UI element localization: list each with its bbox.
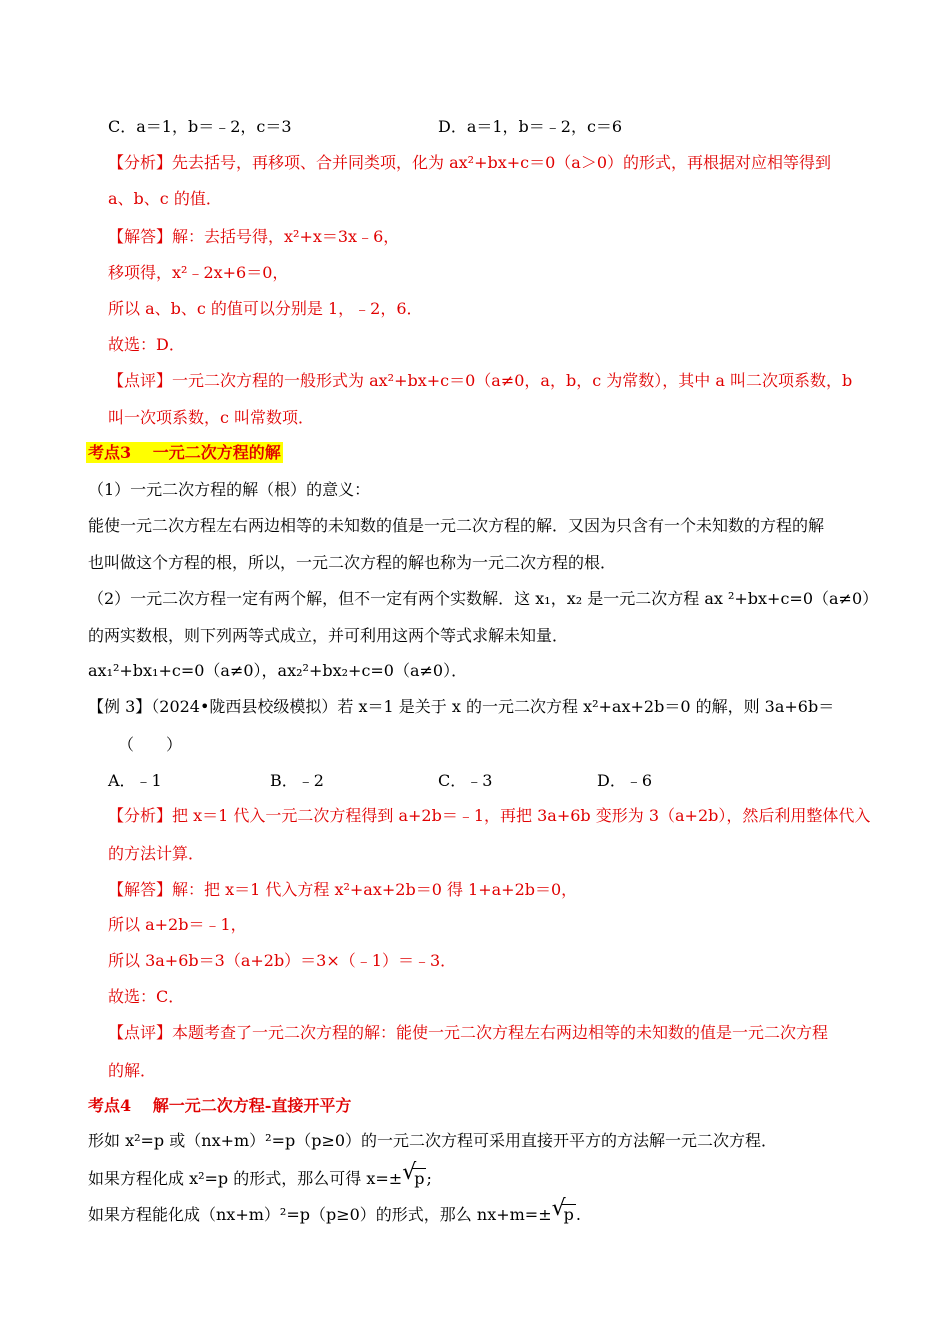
option-c: C．﹣3	[438, 771, 493, 790]
example3-analysis-1: 【分析】把 x＝1 代入一元二次方程得到 a+2b＝﹣1，再把 3a+6b 变形为 3（a+2b），然后利用整体代入	[108, 806, 871, 825]
option-d: D．﹣6	[597, 771, 653, 790]
item2-formula: ax₁²+bx₁+c=0（a≠0），ax₂²+bx₂+c=0（a≠0）．	[88, 661, 468, 680]
point4-paragraph-1: 形如 x²=p 或（nx+m）²=p（p≥0）的一元二次方程可采用直接开平方的方法解一元二次方程．	[88, 1131, 778, 1150]
example3-comment-2: 的解．	[108, 1061, 157, 1080]
item2-paragraph-1: （2）一元二次方程一定有两个解，但不一定有两个实数解．这 x₁，x₂ 是一元二次方程 ax ²+bx+c=0（a≠0）	[88, 589, 879, 608]
comment-line-1: 【点评】一元二次方程的一般形式为 ax²+bx+c＝0（a≠0，a，b，c 为常数），其中 a 叫二次项系数，b	[108, 371, 853, 390]
option-b: B．﹣2	[270, 771, 324, 790]
option-c: C．a＝1，b＝﹣2，c＝3	[108, 117, 292, 136]
option-d: D．a＝1，b＝﹣2，c＝6	[438, 117, 623, 136]
example3-answer-2: 所以 a+2b＝﹣1，	[108, 915, 247, 934]
option-a: A．﹣1	[108, 771, 162, 790]
analysis-line-2: a、b、c 的值．	[108, 189, 222, 208]
example3-answer-3: 所以 3a+6b＝3（a+2b）＝3×（﹣1）＝﹣3．	[108, 951, 457, 970]
square-root-symbol: √ p	[551, 1196, 574, 1224]
example3-comment-1: 【点评】本题考查了一元二次方程的解：能使一元二次方程左右两边相等的未知数的值是一元二次方程	[108, 1023, 829, 1042]
answer-line-4: 故选：D．	[108, 335, 185, 354]
analysis-line-1: 【分析】先去括号，再移项、合并同类项，化为 ax²+bx+c＝0（a＞0）的形式，再根据对应相等得到	[108, 153, 832, 172]
section-heading-point4: 考点4 解一元二次方程-直接开平方	[88, 1096, 352, 1115]
example3-question-2: （ ）	[118, 735, 183, 754]
answer-line-1: 【解答】解：去括号得，x²+x＝3x﹣6，	[108, 227, 400, 246]
item2-paragraph-2: 的两实数根，则下列两等式成立，并可利用这两个等式求解未知量．	[88, 626, 569, 645]
example3-answer-4: 故选：C．	[108, 987, 185, 1006]
point4-paragraph-2: 如果方程化成 x²=p 的形式，那么可得 x=± √ p ;	[88, 1160, 432, 1188]
example3-analysis-2: 的方法计算．	[108, 844, 205, 863]
item1-title: （1）一元二次方程的解（根）的意义：	[88, 480, 371, 499]
section-heading-point3: 考点3 一元二次方程的解	[88, 443, 281, 462]
example3-question-1: 【例 3】（2024•陇西县校级模拟）若 x＝1 是关于 x 的一元二次方程 x²+ax+2b＝0 的解，则 3a+6b＝	[88, 697, 835, 716]
answer-line-2: 移项得，x²﹣2x+6＝0，	[108, 263, 289, 282]
square-root-symbol: √ p	[402, 1160, 425, 1188]
answer-line-3: 所以 a、b、c 的值可以分别是 1，﹣2，6．	[108, 299, 423, 318]
item1-paragraph-1: 能使一元二次方程左右两边相等的未知数的值是一元二次方程的解．又因为只含有一个未知数的方程的解	[88, 516, 825, 535]
item1-paragraph-2: 也叫做这个方程的根，所以，一元二次方程的解也称为一元二次方程的根．	[88, 553, 617, 572]
point4-paragraph-3: 如果方程能化成（nx+m）²=p（p≥0）的形式，那么 nx+m=± √ p .	[88, 1196, 581, 1224]
example3-answer-1: 【解答】解：把 x＝1 代入方程 x²+ax+2b＝0 得 1+a+2b＝0，	[108, 880, 578, 899]
comment-line-2: 叫一次项系数，c 叫常数项．	[108, 408, 315, 427]
